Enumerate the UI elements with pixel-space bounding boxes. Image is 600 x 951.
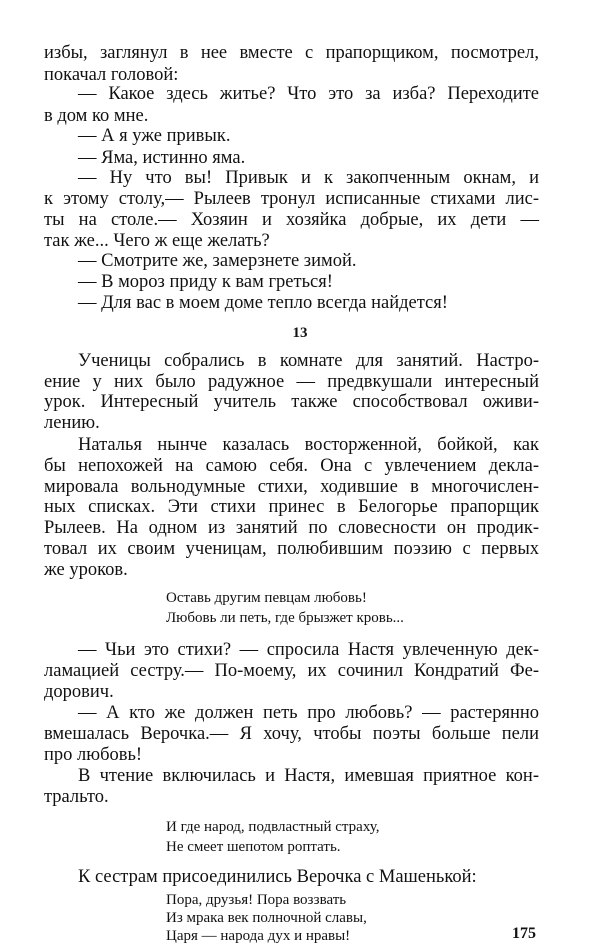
text-line: — Чьи это стихи? — спросила Настя увлеченную дек- (78, 640, 539, 660)
text-line: — А кто же должен петь про любовь? — растерянно (78, 703, 539, 723)
verse-line: Царя — народа дух и нравы! (166, 928, 351, 944)
text-line: Ученицы собрались в комнате для занятий. Настро- (78, 351, 539, 371)
text-line: Рылеев. На одном из занятий по словесности он продик- (44, 518, 539, 538)
text-line: урок. Интересный учитель также способствовал оживи- (44, 392, 539, 412)
text-line: — Для вас в моем доме тепло всегда найдется! (78, 293, 448, 313)
section-number: 13 (292, 325, 308, 341)
text-line: Наталья нынче казалась восторженной, бойкой, как (78, 435, 539, 455)
text-line: же уроков. (44, 560, 128, 580)
text-line: мировала вольнодумные стихи, ходившие в многочислен- (44, 477, 539, 497)
text-line: к этому столу,— Рылеев тронул исписанные стихами лис- (44, 189, 539, 209)
text-line: — А я уже привык. (78, 126, 231, 146)
text-line: тральто. (44, 787, 109, 807)
text-line: дорович. (44, 682, 114, 702)
verse-line: Из мрака век полночной славы, (166, 910, 367, 926)
text-line: вмешалась Верочка.— Я хочу, чтобы поэты больше пели (44, 724, 539, 744)
text-line: ение у них было радужное — предвкушали интересный (44, 372, 539, 392)
text-line: товал их своим ученицам, полюбившим поэзию с первых (44, 539, 539, 559)
text-line: про любовь! (44, 745, 143, 765)
text-line: ных списках. Эти стихи принес в Белогорье прапорщик (44, 497, 539, 517)
text-line: в дом ко мне. (44, 106, 149, 126)
text-line: ты на столе.— Хозяин и хозяйка добрые, их дети — (44, 210, 539, 230)
text-line: бы непохожей на самою себя. Она с увлечением декла- (44, 456, 539, 476)
text-line: К сестрам присоединились Верочка с Машенькой: (78, 867, 477, 887)
text-line: — Ну что вы! Привык и к закопченным окнам, и (78, 168, 539, 188)
verse-line: Оставь другим певцам любовь! (166, 590, 367, 606)
text-line: ламацией сестру.— По-моему, их сочинил Кондратий Фе- (44, 661, 539, 681)
verse-line: И где народ, подвластный страху, (166, 819, 380, 835)
verse-line: Любовь ли петь, где брызжет кровь... (166, 610, 404, 626)
verse-line: Пора, друзья! Пора воззвать (166, 892, 347, 908)
text-line: В чтение включилась и Настя, имевшая приятное кон- (78, 766, 539, 786)
text-line: — Смотрите же, замерзнете зимой. (78, 251, 357, 271)
text-line: избы, заглянул в нее вместе с прапорщиком, посмотрел, (44, 43, 539, 63)
page-number: 175 (512, 925, 536, 942)
text-line: покачал головой: (44, 65, 179, 85)
verse-line: Не смеет шепотом роптать. (166, 839, 341, 855)
text-line: — Яма, истинно яма. (78, 148, 246, 168)
text-line: — Какое здесь житье? Что это за изба? Переходите (78, 84, 539, 104)
text-line: лению. (44, 413, 100, 433)
text-line: — В мороз приду к вам греться! (78, 272, 333, 292)
text-line: так же... Чего ж еще желать? (44, 231, 270, 251)
